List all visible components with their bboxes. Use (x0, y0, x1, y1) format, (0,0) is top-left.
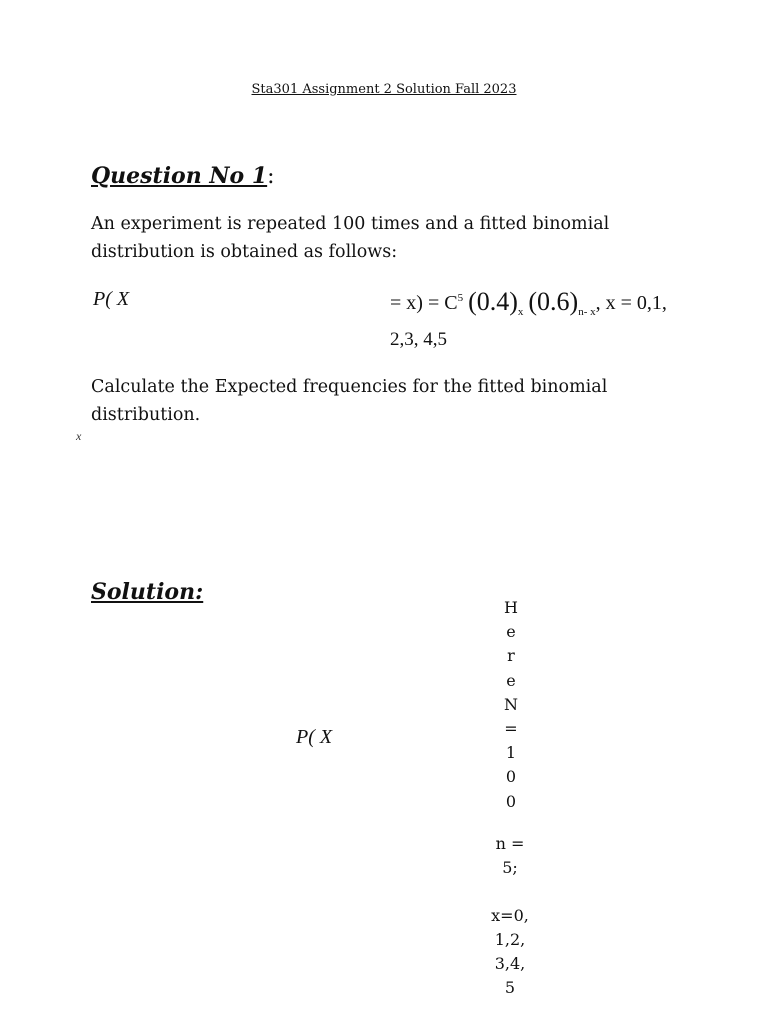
formula-sub-1: x (517, 306, 524, 318)
vertical-char: N (504, 694, 518, 714)
x-line: 5 (504, 978, 516, 997)
question-heading: Question No 1 (91, 163, 268, 189)
solution-heading: Solution: (91, 579, 204, 605)
x-line: 1,2, (494, 930, 526, 949)
vertical-char: 1 (505, 743, 517, 763)
x-line: x=0, (491, 906, 529, 925)
vertical-char: e (506, 622, 516, 642)
formula-paren-2: (0.6) (528, 287, 579, 316)
vertical-char: = (504, 719, 518, 739)
formula-tail: , x = 0,1, (595, 292, 667, 314)
x-line: 3,4, (494, 954, 526, 973)
vertical-char: H (504, 598, 518, 617)
n-line: 5; (502, 858, 518, 877)
vertical-char: r (507, 646, 515, 666)
document-header: Sta301 Assignment 2 Solution Fall 2023 (251, 82, 517, 97)
vertical-char: e (506, 670, 516, 690)
question-heading-block (91, 163, 275, 189)
formula-lhs: P( X (93, 288, 130, 310)
vertical-text-column (486, 596, 536, 814)
vertical-char: 0 (505, 767, 517, 787)
formula-rhs (390, 286, 667, 316)
formula-sub-2: n- x (578, 306, 596, 318)
question-text: An experiment is repeated 100 times and a fitted binomial distribution is obtained as follows: (91, 214, 610, 262)
formula-line-2: 2,3, 4,5 (390, 329, 447, 350)
formula-eq: = x) = C (390, 292, 458, 314)
n-line: n = (495, 834, 525, 853)
x-values-block (475, 904, 545, 1000)
vertical-char: 0 (505, 791, 517, 811)
n-value-block (475, 832, 545, 880)
question-heading-colon: : (267, 164, 275, 189)
formula-c-sup: 5 (457, 292, 464, 304)
formula-paren-1: (0.4) (468, 287, 518, 316)
stray-x-mark: x (76, 429, 82, 443)
solution-formula-lhs: P( X (296, 726, 333, 748)
question-task: Calculate the Expected frequencies for the fitted binomial distribution. (91, 377, 608, 425)
